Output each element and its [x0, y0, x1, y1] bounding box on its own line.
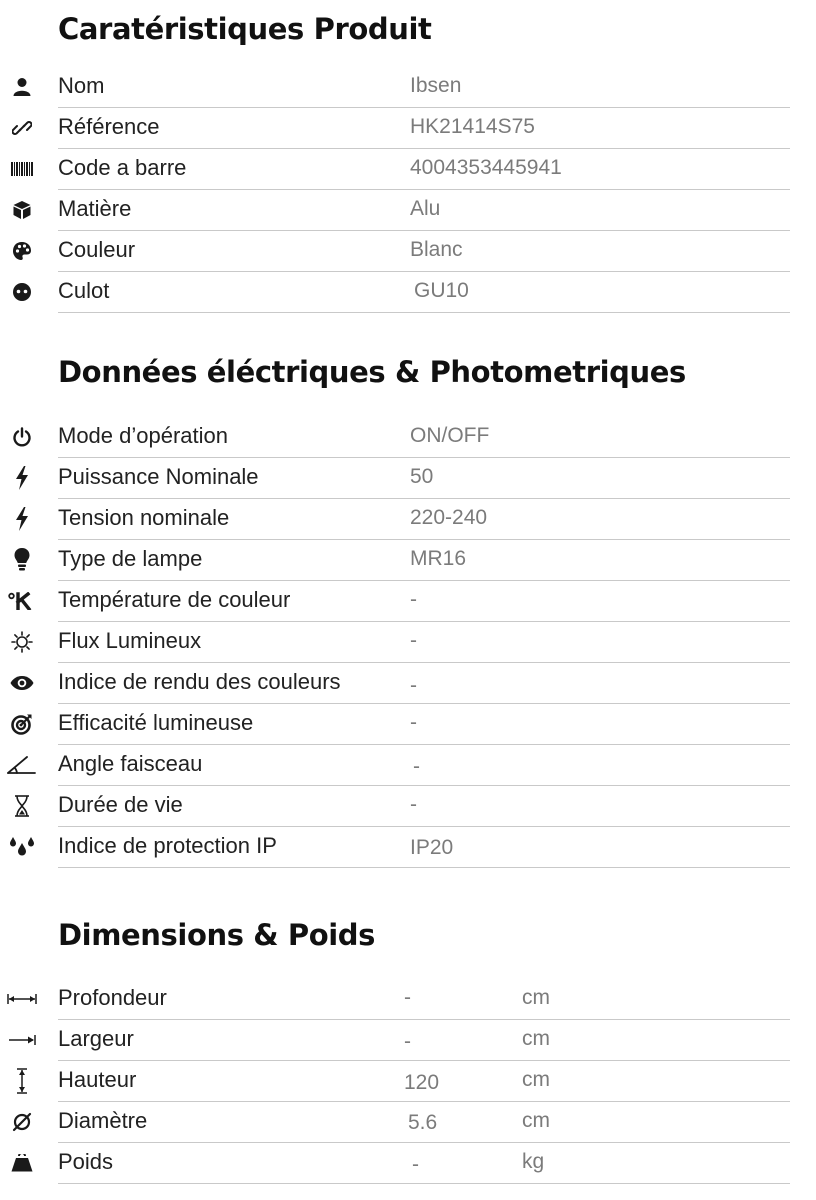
spec-label: Matière [58, 196, 132, 221]
spec-label: Angle faisceau [58, 751, 203, 776]
spec-value: - [412, 1153, 419, 1176]
spec-value: Alu [410, 197, 441, 220]
spec-label: Tension nominale [58, 505, 230, 530]
spec-label: Largeur [58, 1026, 134, 1051]
width-arrow-icon [6, 1027, 38, 1053]
spec-row-hauteur [0, 1061, 790, 1102]
spec-row-poids [0, 1143, 790, 1184]
spec-label: Code a barre [58, 155, 187, 180]
spec-value: GU10 [414, 279, 469, 302]
spec-unit: kg [522, 1150, 545, 1173]
spec-row-largeur [0, 1020, 790, 1061]
spec-label: Poids [58, 1149, 114, 1174]
spec-value: - [410, 588, 417, 611]
section-title-dimensions: Dimensions & Poids [58, 918, 375, 952]
spec-label: Efficacité lumineuse [58, 710, 254, 735]
spec-label: Puissance Nominale [58, 464, 259, 489]
spec-label: Couleur [58, 237, 136, 262]
spec-value: - [404, 1030, 411, 1053]
spec-value: - [410, 793, 417, 816]
spec-label: Type de lampe [58, 546, 203, 571]
spec-label: Hauteur [58, 1067, 137, 1092]
spec-label: Diamètre [58, 1108, 148, 1133]
spec-value: - [410, 711, 417, 734]
spec-value: Blanc [410, 238, 463, 261]
spec-unit: cm [522, 1109, 550, 1132]
spec-label: Culot [58, 278, 110, 303]
spec-unit: cm [522, 1027, 550, 1050]
spec-value: 5.6 [408, 1111, 438, 1134]
spec-value: - [410, 674, 417, 697]
spec-value: 120 [404, 1071, 440, 1094]
spec-label: Indice de protection IP [58, 833, 277, 858]
spec-row-profondeur [0, 979, 790, 1020]
spec-unit: cm [522, 1068, 550, 1091]
spec-value: 50 [410, 465, 434, 488]
spec-label: Profondeur [58, 985, 167, 1010]
depth-arrows-icon [6, 986, 38, 1012]
spec-value: - [413, 755, 420, 778]
diameter-icon [6, 1109, 38, 1135]
spec-row-diametre [0, 1102, 790, 1143]
spec-value: IP20 [410, 836, 454, 859]
spec-value: - [404, 986, 411, 1009]
spec-label: Flux Lumineux [58, 628, 202, 653]
spec-label: Température de couleur [58, 587, 291, 612]
spec-label: Mode d’opération [58, 423, 229, 448]
spec-value: 4004353445941 [410, 156, 562, 179]
section-title-product: Caratéristiques Produit [58, 12, 432, 46]
spec-value: Ibsen [410, 74, 462, 97]
spec-label: Nom [58, 73, 105, 98]
row-divider [58, 1183, 790, 1184]
spec-label: Référence [58, 114, 160, 139]
height-arrow-icon [6, 1068, 38, 1094]
section-title-electrical: Données éléctriques & Photometriques [58, 355, 686, 389]
weight-icon [6, 1150, 38, 1176]
spec-value: HK21414S75 [410, 115, 535, 138]
spec-value: - [410, 629, 417, 652]
spec-value: MR16 [410, 547, 467, 570]
spec-label: Indice de rendu des couleurs [58, 669, 341, 694]
spec-label: Durée de vie [58, 792, 183, 817]
spec-value: ON/OFF [410, 424, 490, 447]
spec-unit: cm [522, 986, 550, 1009]
spec-value: 220-240 [410, 506, 488, 529]
